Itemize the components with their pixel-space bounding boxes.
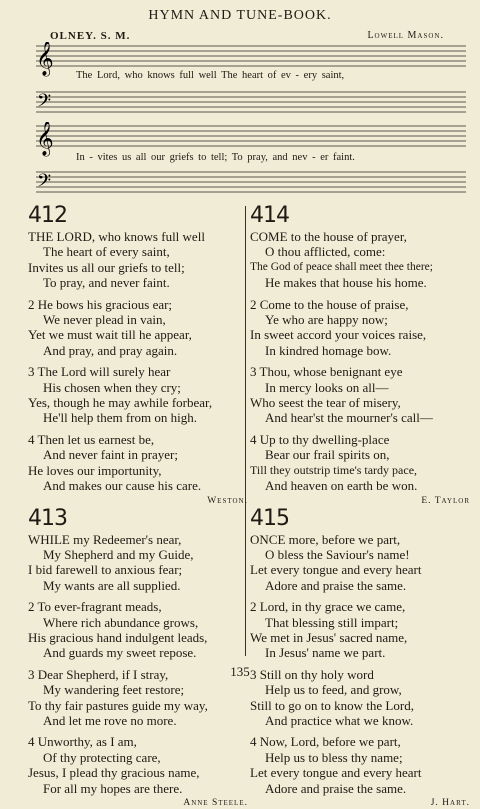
verse: 2 Lord, in thy grace we came, That blessing still impart; We met in Jesus' sacred name, In Jesus' name we part.	[250, 599, 470, 661]
hymn-415	[250, 507, 470, 809]
hymn-number: 414	[250, 204, 470, 228]
lyrics-line-2: In - vites us all our griefs to tell; To pray, and nev - er faint.	[76, 152, 355, 163]
page-number: 135	[0, 664, 480, 680]
verse: 4 Unworthy, as I am, Of thy protecting care, Jesus, I plead thy gracious name, For all my hopes are there.	[28, 734, 248, 796]
hymn-number: 413	[28, 507, 248, 531]
bass-staff-2	[36, 172, 466, 192]
hymn-author: J. Hart.	[250, 798, 470, 809]
bass-clef-icon: 𝄢	[37, 171, 51, 196]
lyrics-line-1: The Lord, who knows full well The heart of ev - ery saint,	[76, 70, 344, 81]
verse: 2 Come to the house of praise, Ye who are happy now; In sweet accord your voices raise, In kindred homage bow.	[250, 297, 470, 359]
verse: 4 Up to thy dwelling-place Bear our frail spirits on, Till they outstrip time's tardy pace, And heaven on earth be won.	[250, 432, 470, 494]
verse: 2 To ever-fragrant meads, Where rich abundance grows, His gracious hand indulgent leads, And guards my sweet repose.	[28, 599, 248, 661]
verse: THE LORD, who knows full well The heart of every saint, Invites us all our griefs to tell; To pray, and never faint.	[28, 229, 248, 291]
bass-staff-1	[36, 92, 466, 112]
hymn-412	[28, 204, 248, 507]
music-system-1	[28, 42, 468, 120]
treble-clef-icon: 𝄞	[36, 42, 54, 77]
hymn-number: 412	[28, 204, 248, 228]
treble-staff-2	[36, 126, 466, 146]
hymn-author: Anne Steele.	[28, 798, 248, 809]
verse: COME to the house of prayer, O thou afflicted, come: The God of peace shall meet thee there; He makes that house his home.	[250, 229, 470, 291]
treble-clef-icon: 𝄞	[36, 122, 54, 157]
verse: ONCE more, before we part, O bless the Saviour's name! Let every tongue and every heart Adore and praise the same.	[250, 532, 470, 594]
tune-composer: Lowell Mason.	[367, 30, 444, 41]
hymn-414	[250, 204, 470, 507]
left-column	[28, 204, 248, 809]
tune-name: OLNEY. S. M.	[50, 30, 130, 42]
verse: 4 Now, Lord, before we part, Help us to bless thy name; Let every tongue and every heart Adore and praise the same.	[250, 734, 470, 796]
hymn-author: Weston.	[28, 496, 248, 507]
treble-staff-1	[36, 46, 466, 66]
verse: WHILE my Redeemer's near, My Shepherd and my Guide, I bid farewell to anxious fear; My wants are all supplied.	[28, 532, 248, 594]
verse: 3 Still on thy holy word Help us to feed, and grow, Still to go on to know the Lord, And practice what we know.	[250, 667, 470, 729]
hymn-number: 415	[250, 507, 470, 531]
bass-clef-icon: 𝄢	[37, 91, 51, 116]
verse: 3 Thou, whose benignant eye In mercy looks on all— Who seest the tear of misery, And hear'st the mourner's call—	[250, 364, 470, 426]
verse: 4 Then let us earnest be, And never faint in prayer; He loves our importunity, And makes our cause his care.	[28, 432, 248, 494]
page-header-title: HYMN AND TUNE-BOOK.	[0, 8, 480, 24]
verse: 2 He bows his gracious ear; We never plead in vain, Yet we must wait till he appear, And pray, and pray again.	[28, 297, 248, 359]
right-column	[250, 204, 470, 809]
verse: 3 Dear Shepherd, if I stray, My wandering feet restore; To thy fair pastures guide my way, And let me rove no more.	[28, 667, 248, 729]
hymn-author: E. Taylor	[250, 496, 470, 507]
hymn-413	[28, 507, 248, 809]
verse: 3 The Lord will surely hear His chosen when they cry; Yes, though he may awhile forbear, He'll help them from on high.	[28, 364, 248, 426]
